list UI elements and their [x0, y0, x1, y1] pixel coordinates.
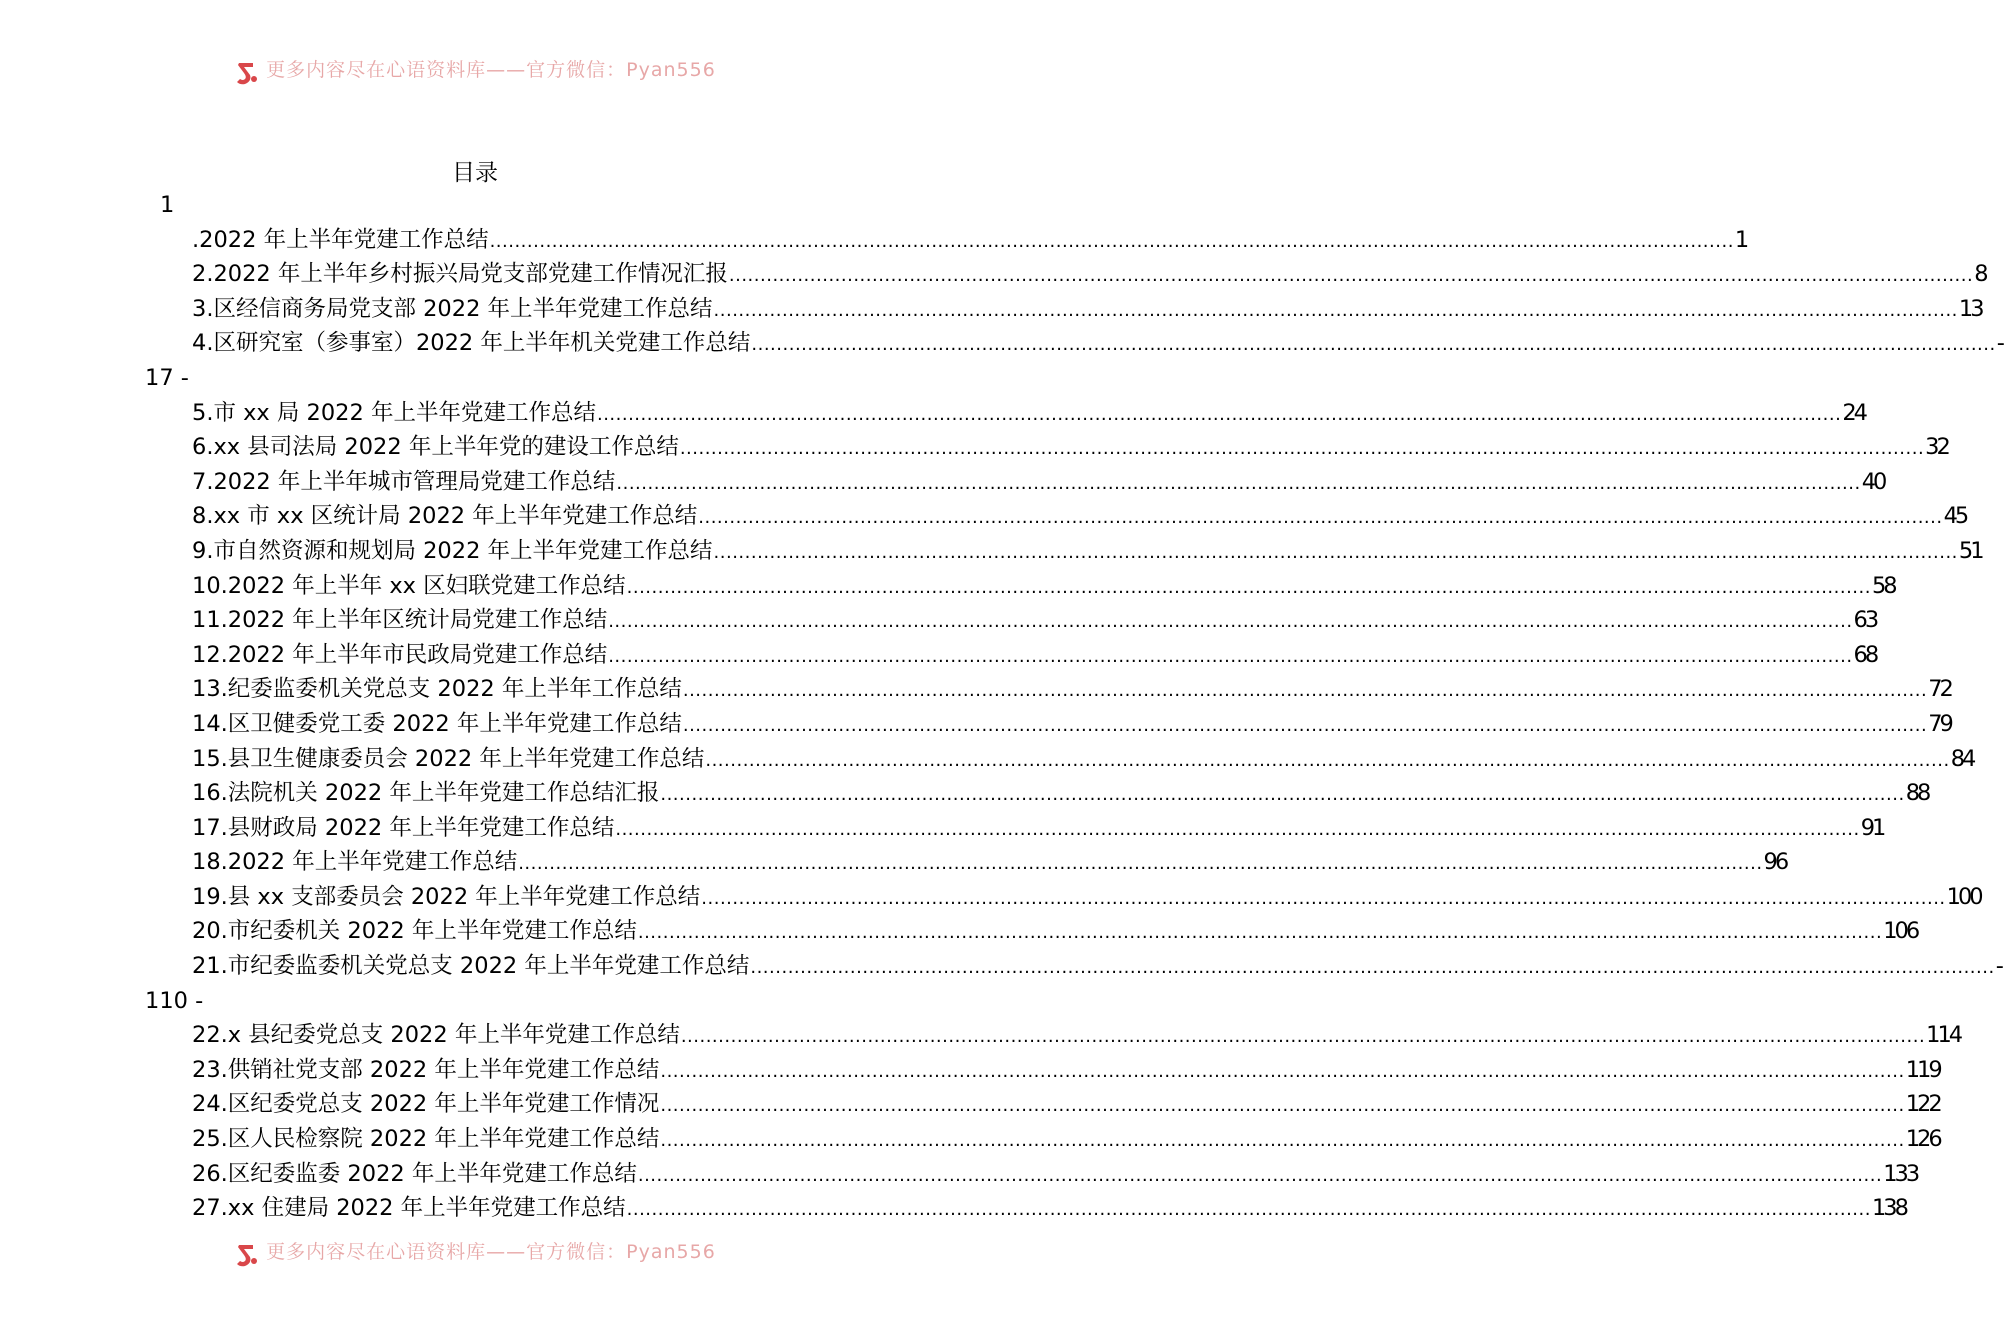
toc-entry	[192, 672, 1951, 707]
toc-entry	[192, 1122, 1940, 1157]
toc-entry	[192, 569, 1895, 604]
toc-entry-title: 4.区研究室（参事室）2022 年上半年机关党建工作总结	[192, 330, 751, 357]
toc-entry	[192, 326, 2002, 361]
toc-dot-leader: ........................................................................................................................................................................................................	[660, 1130, 1905, 1152]
toc-dot-leader: ........................................................................................................................................................................................................	[682, 714, 1928, 736]
toc-entry	[192, 465, 1885, 500]
toc-entry	[192, 396, 1865, 431]
toc-dot-leader: ........................................................................................................................................................................................................	[750, 957, 1995, 979]
watermark-text: 更多内容尽在心语资料库——官方微信：Pyan556	[266, 58, 716, 81]
toc-dot-leader: ........................................................................................................................................................................................................	[626, 576, 1871, 598]
toc-dot-leader: ........................................................................................................................................................................................................	[698, 507, 1943, 529]
toc-page-number: 100	[1946, 883, 1981, 910]
toc-entry	[192, 949, 2001, 984]
toc-dot-leader: ........................................................................................................................................................................................................	[660, 1060, 1905, 1082]
toc-dot-leader: ........................................................................................................................................................................................................	[637, 922, 1883, 944]
toc-page-number: 122	[1905, 1091, 1940, 1118]
toc-entry	[192, 845, 1787, 880]
table-of-contents	[0, 188, 2002, 1226]
toc-page-number: 138	[1871, 1195, 1906, 1222]
toc-entry-title: 5.市 xx 局 2022 年上半年党建工作总结	[192, 399, 596, 426]
toc-dot-leader: ........................................................................................................................................................................................................	[713, 299, 1958, 321]
toc-page-number: -	[1996, 330, 2002, 357]
toc-entry-title: 13.纪委监委机关党总支 2022 年上半年工作总结	[192, 676, 682, 703]
toc-wrapped-fragment: 1	[160, 192, 175, 218]
toc-page-number: 8	[1974, 261, 1986, 288]
toc-entry	[192, 742, 1974, 777]
toc-dot-leader: ........................................................................................................................................................................................................	[660, 784, 1905, 806]
toc-page-number: 24	[1842, 399, 1865, 426]
toc-dot-leader: ........................................................................................................................................................................................................	[637, 1164, 1883, 1186]
toc-entry-title: 3.区经信商务局党支部 2022 年上半年党建工作总结	[192, 295, 713, 322]
toc-entry-title: 17.县财政局 2022 年上半年党建工作总结	[192, 814, 615, 841]
toc-page-number: 126	[1905, 1126, 1940, 1153]
toc-entry	[192, 603, 1877, 638]
toc-page-number: 13	[1958, 295, 1982, 322]
toc-dot-leader: ........................................................................................................................................................................................................	[751, 334, 1996, 356]
toc-entry	[192, 776, 1929, 811]
toc-entry	[192, 292, 1982, 327]
toc-page-number: 91	[1860, 814, 1884, 841]
toc-entry-title: 16.法院机关 2022 年上半年党建工作总结汇报	[192, 780, 660, 807]
toc-dot-leader: ........................................................................................................................................................................................................	[615, 818, 1860, 840]
brand-logo-icon	[234, 1239, 260, 1269]
toc-page-number: 84	[1950, 745, 1974, 772]
watermark-footer	[0, 1238, 950, 1278]
toc-dot-leader: ........................................................................................................................................................................................................	[608, 611, 1853, 633]
toc-entry-title: 2.2022 年上半年乡村振兴局党支部党建工作情况汇报	[192, 261, 728, 288]
toc-entry	[192, 1191, 1906, 1226]
toc-page-number: -	[1995, 953, 2001, 980]
toc-entry-title: 23.供销社党支部 2022 年上半年党建工作总结	[192, 1056, 660, 1083]
toc-entry	[192, 499, 1967, 534]
toc-page-number: 1	[1734, 226, 1747, 253]
toc-dot-leader: ........................................................................................................................................................................................................	[616, 472, 1861, 494]
toc-entry	[192, 430, 1948, 465]
toc-entry-title: 20.市纪委机关 2022 年上半年党建工作总结	[192, 918, 637, 945]
watermark-header	[0, 56, 950, 96]
toc-page-number: 51	[1958, 537, 1982, 564]
toc-entry-title: 24.区纪委党总支 2022 年上半年党建工作情况	[192, 1091, 660, 1118]
toc-wrapped-fragment: 17 -	[145, 364, 189, 391]
toc-page-number: 106	[1883, 918, 1918, 945]
toc-entry-title: 19.县 xx 支部委员会 2022 年上半年党建工作总结	[192, 883, 701, 910]
toc-dot-leader: ........................................................................................................................................................................................................	[626, 1199, 1871, 1221]
toc-page-number: 32	[1925, 434, 1948, 461]
toc-dot-leader: ........................................................................................................................................................................................................	[713, 541, 1958, 563]
toc-entry	[192, 811, 1884, 846]
toc-entry-title: 25.区人民检察院 2022 年上半年党建工作总结	[192, 1126, 660, 1153]
toc-page-number: 45	[1943, 503, 1967, 530]
toc-page-number: 96	[1763, 849, 1787, 876]
toc-entry	[192, 223, 1747, 258]
toc-entry-title: 22.x 县纪委党总支 2022 年上半年党建工作总结	[192, 1022, 680, 1049]
toc-dot-leader: ........................................................................................................................................................................................................	[682, 680, 1928, 702]
toc-title: 目录	[452, 160, 498, 186]
toc-entry	[192, 914, 1918, 949]
brand-logo-icon	[234, 57, 260, 87]
toc-dot-leader: ........................................................................................................................................................................................................	[660, 1095, 1905, 1117]
toc-entry	[192, 707, 1951, 742]
toc-entry-title: 12.2022 年上半年市民政局党建工作总结	[192, 641, 608, 668]
toc-entry	[192, 638, 1877, 673]
toc-dot-leader: ........................................................................................................................................................................................................	[680, 1026, 1926, 1048]
toc-dot-leader: ........................................................................................................................................................................................................	[701, 887, 1946, 909]
toc-page-number: 40	[1861, 468, 1885, 495]
toc-entry-title: 7.2022 年上半年城市管理局党建工作总结	[192, 468, 616, 495]
toc-entry-title: 11.2022 年上半年区统计局党建工作总结	[192, 607, 608, 634]
toc-dot-leader: ........................................................................................................................................................................................................	[705, 749, 1950, 771]
toc-entry-title: 15.县卫生健康委员会 2022 年上半年党建工作总结	[192, 745, 705, 772]
toc-entry	[192, 1157, 1918, 1192]
toc-entry-title: 9.市自然资源和规划局 2022 年上半年党建工作总结	[192, 537, 713, 564]
toc-page-number: 119	[1905, 1056, 1940, 1083]
toc-entry	[192, 1053, 1940, 1088]
toc-page-number: 58	[1871, 572, 1895, 599]
toc-entry	[192, 534, 1982, 569]
toc-entry-title: .2022 年上半年党建工作总结	[192, 226, 489, 253]
toc-entry-title: 6.xx 县司法局 2022 年上半年党的建设工作总结	[192, 434, 679, 461]
toc-page-number: 68	[1853, 641, 1877, 668]
toc-entry	[192, 880, 1981, 915]
toc-dot-leader: ........................................................................................................................................................................................................	[489, 230, 1734, 252]
toc-entry-title: 10.2022 年上半年 xx 区妇联党建工作总结	[192, 572, 626, 599]
toc-dot-leader: ........................................................................................................................................................................................................	[679, 438, 1925, 460]
toc-entry-title: 21.市纪委监委机关党总支 2022 年上半年党建工作总结	[192, 953, 750, 980]
toc-entry-title: 27.xx 住建局 2022 年上半年党建工作总结	[192, 1195, 626, 1222]
toc-page-number: 88	[1905, 780, 1929, 807]
toc-entry	[192, 1018, 1961, 1053]
toc-page-number: 63	[1853, 607, 1877, 634]
toc-dot-leader: ........................................................................................................................................................................................................	[728, 265, 1974, 287]
watermark-text: 更多内容尽在心语资料库——官方微信：Pyan556	[266, 1240, 716, 1263]
toc-dot-leader: ........................................................................................................................................................................................................	[596, 403, 1842, 425]
toc-entry	[192, 1087, 1940, 1122]
toc-dot-leader: ........................................................................................................................................................................................................	[608, 645, 1853, 667]
toc-dot-leader: ........................................................................................................................................................................................................	[518, 853, 1763, 875]
toc-wrapped-fragment: 110 -	[145, 987, 204, 1014]
toc-page-number: 72	[1928, 676, 1951, 703]
toc-entry-title: 26.区纪委监委 2022 年上半年党建工作总结	[192, 1160, 637, 1187]
toc-entry-title: 18.2022 年上半年党建工作总结	[192, 849, 518, 876]
toc-entry	[192, 257, 1986, 292]
toc-page-number: 79	[1928, 710, 1951, 737]
toc-entry-title: 14.区卫健委党工委 2022 年上半年党建工作总结	[192, 710, 682, 737]
toc-entry-title: 8.xx 市 xx 区统计局 2022 年上半年党建工作总结	[192, 503, 698, 530]
toc-page-number: 114	[1926, 1022, 1961, 1049]
toc-page-number: 133	[1883, 1160, 1918, 1187]
